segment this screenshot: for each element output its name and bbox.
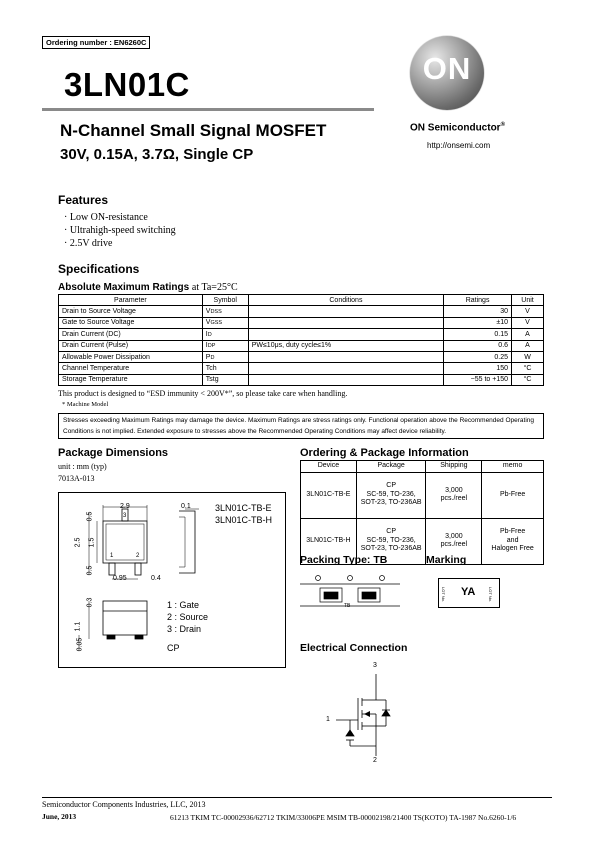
cell-unit: °C <box>512 363 544 374</box>
cell-ratings: 0.15 <box>444 329 512 340</box>
dim-0-95: 0.95 <box>113 575 127 582</box>
cell-memo <box>482 472 544 518</box>
symbol-sub: D <box>210 354 215 361</box>
table-row <box>59 363 544 374</box>
pin-2-label: 2 <box>373 757 377 764</box>
footer-company: Semiconductor Components Industries, LLC, 2013 <box>42 800 206 809</box>
on-logo <box>410 36 484 110</box>
table-header-row <box>59 295 544 306</box>
cell-symbol <box>202 340 248 351</box>
feature-text: 2.5V drive <box>69 238 113 249</box>
packing-type-title: Packing Type: TB <box>300 554 388 566</box>
memo-line: Halogen Free <box>491 545 534 553</box>
cell-conditions: PW≤10μs, duty cycle≤1% <box>248 340 443 351</box>
ordering-info-title: Ordering & Package Information <box>300 447 469 459</box>
dim-0-4: 0.4 <box>151 575 161 582</box>
pin-label-1: 1 <box>110 553 114 559</box>
absolute-max-ratings-table <box>58 294 544 386</box>
cell-parameter: Drain Current (Pulse) <box>59 340 203 351</box>
table-row <box>59 351 544 362</box>
dim-0-5-bottom: 0.5 <box>86 565 94 576</box>
title-rule <box>42 108 374 111</box>
cell-conditions <box>248 329 443 340</box>
memo-line: Pb-Free <box>499 490 526 498</box>
feature-text: Ultrahigh-speed switching <box>69 225 176 236</box>
dim-0-05: 0.05 <box>76 637 84 652</box>
amr-condition: at Ta=25°C <box>191 282 238 293</box>
cell-unit: V <box>512 317 544 328</box>
symbol-main: V <box>205 319 211 327</box>
cell-ratings: ±10 <box>444 317 512 328</box>
col-parameter: Parameter <box>59 295 203 306</box>
table-row <box>59 329 544 340</box>
package-line: SOT-23, TO-236AB <box>360 545 422 553</box>
product-specs-line: 30V, 0.15A, 3.7Ω, Single CP <box>60 146 254 163</box>
tb-label: TB <box>344 603 351 609</box>
table-row <box>301 472 544 518</box>
marking-box <box>438 578 500 608</box>
shipping-line: pcs./reel <box>440 495 468 502</box>
dim-0-5-top: 0.5 <box>86 511 94 522</box>
table-row <box>59 306 544 317</box>
cell-symbol <box>202 374 248 385</box>
cell-conditions <box>248 317 443 328</box>
cell-conditions <box>248 374 443 385</box>
symbol-sub: DP <box>207 343 216 350</box>
symbol-main: I <box>205 342 208 350</box>
specifications-title: Specifications <box>58 262 140 276</box>
feature-text: Low ON-resistance <box>69 212 148 223</box>
cell-conditions <box>248 351 443 362</box>
symbol-main: Tch <box>205 365 217 373</box>
pin-label-2: 2 <box>136 553 140 559</box>
table-row <box>59 340 544 351</box>
marking-title: Marking <box>426 554 467 566</box>
col-unit: Unit <box>512 295 544 306</box>
cell-conditions <box>248 306 443 317</box>
lot-number-right: LOT No. <box>488 586 494 603</box>
amr-title-text: Absolute Maximum Ratings <box>58 282 190 293</box>
cell-parameter: Storage Temperature <box>59 374 203 385</box>
shipping-line: pcs./reel <box>440 541 468 548</box>
pin-drain: 3 : Drain <box>167 624 202 634</box>
mosfet-schematic <box>320 660 400 770</box>
package-line: CP <box>386 482 396 490</box>
cell-device: 3LN01C-TB-E <box>301 472 357 518</box>
pin-label-3: 3 <box>123 513 127 519</box>
cell-ratings: 30 <box>444 306 512 317</box>
cell-symbol <box>202 306 248 317</box>
lot-number-left: LOT No. <box>441 586 447 603</box>
dim-0-3: 0.3 <box>86 597 94 608</box>
table-row <box>59 374 544 385</box>
footer-rule <box>42 797 552 798</box>
col-symbol: Symbol <box>202 295 248 306</box>
symbol-main: V <box>205 308 211 316</box>
symbol-sub: DSS <box>210 309 222 316</box>
pin-assignments <box>167 599 208 635</box>
cell-device: 3LN01C-TB-H <box>301 518 357 564</box>
shipping-line: 3,000 <box>445 486 463 494</box>
part-number-title: 3LN01C <box>64 66 190 103</box>
cell-ratings: 150 <box>444 363 512 374</box>
dim-2-9: 2.9 <box>120 503 130 510</box>
symbol-main: Tstg <box>205 376 219 384</box>
cell-parameter: Allowable Power Dissipation <box>59 351 203 362</box>
package-line: SC-59, TO-236, <box>366 536 416 544</box>
cell-symbol <box>202 317 248 328</box>
package-line: SC-59, TO-236, <box>366 490 416 498</box>
cell-symbol <box>202 351 248 362</box>
package-unit: unit : mm (typ) <box>58 462 107 471</box>
features-title: Features <box>58 193 109 207</box>
cell-symbol <box>202 363 248 374</box>
logo-text: ON <box>422 51 472 86</box>
table-header-row <box>301 461 544 473</box>
electrical-connection-title: Electrical Connection <box>300 642 408 654</box>
dim-1-5: 1.5 <box>88 537 96 548</box>
stress-disclaimer: Stresses exceeding Maximum Ratings may damage the device. Maximum Ratings are stress ratings only. Functional operation above the Recommended Operating Conditions is not implied. Extended exposure to stresses above the Recommended Operating Conditions may affect device reliability. <box>58 413 544 439</box>
cell-unit: W <box>512 351 544 362</box>
dim-2-5: 2.5 <box>74 537 82 548</box>
company-url[interactable]: http://onsemi.com <box>427 141 491 150</box>
footer-date: June, 2013 <box>42 812 77 821</box>
col-device: Device <box>301 461 357 473</box>
feature-item: · 2.5V drive <box>64 238 113 249</box>
cell-memo <box>482 518 544 564</box>
cell-shipping <box>426 472 482 518</box>
cell-symbol <box>202 329 248 340</box>
cell-parameter: Channel Temperature <box>59 363 203 374</box>
col-package: Package <box>356 461 426 473</box>
amr-title <box>58 282 238 293</box>
package-line: CP <box>386 528 396 536</box>
ordering-table <box>300 460 544 565</box>
cell-unit: °C <box>512 374 544 385</box>
cell-parameter: Drain to Source Voltage <box>59 306 203 317</box>
product-subtitle: N-Channel Small Signal MOSFET <box>60 121 327 140</box>
cell-ratings: −55 to +150 <box>444 374 512 385</box>
col-conditions: Conditions <box>248 295 443 306</box>
part-variant-e: 3LN01C-TB-E <box>215 503 272 513</box>
cell-ratings: 0.25 <box>444 351 512 362</box>
marking-code: YA <box>461 586 476 598</box>
symbol-main: P <box>205 353 211 361</box>
cell-package <box>356 472 426 518</box>
symbol-sub: GSS <box>210 320 223 327</box>
dim-1-1: 1.1 <box>74 621 82 632</box>
col-memo: memo <box>482 461 544 473</box>
cell-unit: A <box>512 329 544 340</box>
cell-unit: A <box>512 340 544 351</box>
feature-item: · Ultrahigh-speed switching <box>64 225 176 236</box>
machine-model-note: * Machine Model <box>62 401 109 408</box>
col-ratings: Ratings <box>444 295 512 306</box>
company-name <box>410 122 505 133</box>
footer-codes: 61213 TKIM TC-00002936/62712 TKIM/33006PE MSIM TB-00002198/21400 TS(KOTO) TA-1987 No.6260-1/6 <box>170 813 517 822</box>
feature-item: · Low ON-resistance <box>64 212 148 223</box>
package-name: CP <box>167 643 180 653</box>
package-drawing-box <box>58 492 286 668</box>
esd-note: This product is designed to “ESD immunity < 200V*”, so please take care when handling. <box>58 389 348 398</box>
pin-source: 2 : Source <box>167 612 209 622</box>
registered-mark: ® <box>500 122 505 128</box>
ordering-number: Ordering number : EN6260C <box>42 36 150 49</box>
cell-parameter: Gate to Source Voltage <box>59 317 203 328</box>
cell-conditions <box>248 363 443 374</box>
memo-line: Pb-Free <box>499 528 526 536</box>
cell-unit: V <box>512 306 544 317</box>
symbol-sub: D <box>207 331 212 338</box>
shipping-line: 3,000 <box>445 532 463 540</box>
memo-line: and <box>506 536 519 544</box>
pin-1-label: 1 <box>326 716 330 723</box>
package-dimensions-title: Package Dimensions <box>58 447 169 459</box>
package-line: SOT-23, TO-236AB <box>360 499 422 507</box>
pin-gate: 1 : Gate <box>167 600 200 610</box>
symbol-main: I <box>205 330 208 338</box>
table-row <box>59 317 544 328</box>
dim-0-1: 0.1 <box>181 503 191 510</box>
pin-3-label: 3 <box>373 662 377 669</box>
cell-parameter: Drain Current (DC) <box>59 329 203 340</box>
part-variant-h: 3LN01C-TB-H <box>215 515 273 525</box>
col-shipping: Shipping <box>426 461 482 473</box>
package-code: 7013A-013 <box>58 474 95 483</box>
cell-ratings: 0.6 <box>444 340 512 351</box>
company-text: ON Semiconductor <box>410 122 501 134</box>
